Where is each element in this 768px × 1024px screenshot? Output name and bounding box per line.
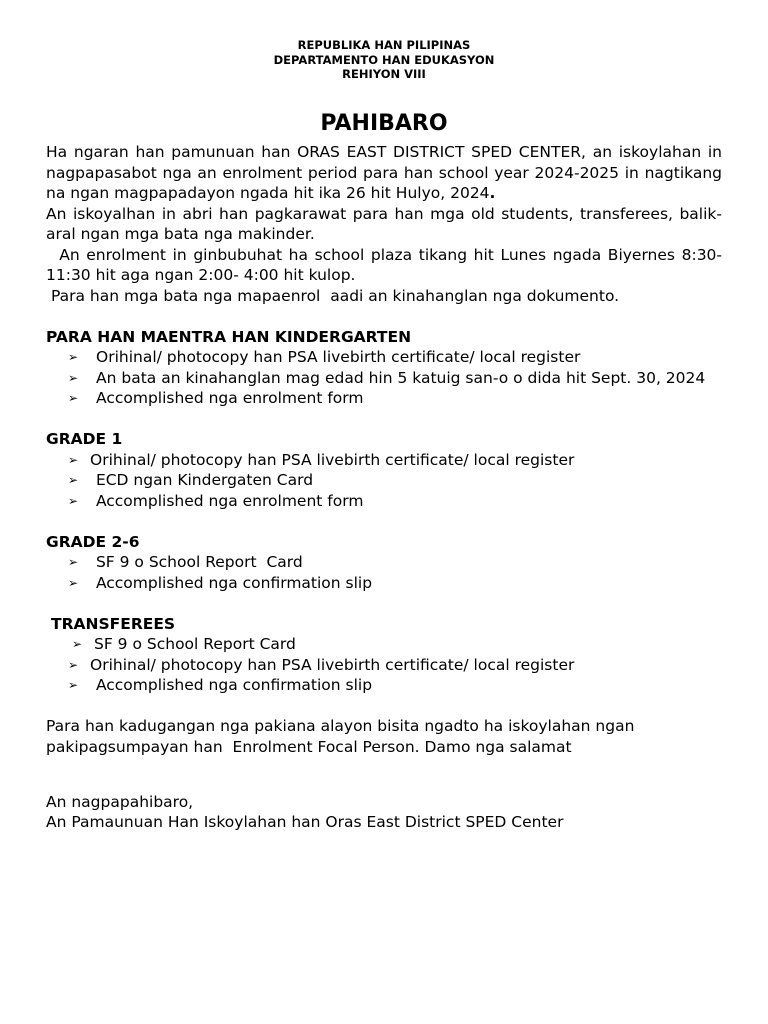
arrow-bullet-icon: ➢ [68,678,79,692]
spacer [46,778,722,792]
list-item [46,491,722,512]
closing-line-1: Para han kadugangan nga pakiana alayon bisita ngadto ha iskoylahan ngan [46,717,635,735]
list-item [46,470,722,491]
arrow-bullet-icon: ➢ [68,555,79,569]
section-heading-transferees: TRANSFEREES [51,614,176,633]
list-item-text: ECD ngan Kindergaten Card [91,471,314,489]
section-heading-grade-1: GRADE 1 [46,430,123,448]
arrow-bullet-icon: ➢ [68,391,79,405]
list-item [46,368,722,389]
list-item [46,573,722,594]
list-item [46,675,722,696]
requirements-list-grade-1 [46,450,722,512]
letterhead [0,38,768,82]
arrow-bullet-icon: ➢ [68,350,79,364]
list-item-text: Orihinal/ photocopy han PSA livebirth certificate/ local register [90,655,575,674]
arrow-bullet-icon: ➢ [68,370,79,385]
header-region: REHIYON VIII [342,67,426,81]
list-item-text: SF 9 o School Report Card [91,553,303,571]
list-item-text: Accomplished nga confirmation slip [91,676,373,694]
list-item-text: Accomplished nga enrolment form [91,491,364,510]
list-item-text: Orihinal/ photocopy han PSA livebirth certificate/ local register [90,450,575,469]
list-item [46,347,722,368]
intro-paragraph-1 [46,142,722,204]
intro-paragraph-4: Para han mga bata nga mapaenrol aadi an kinahanglan nga dokumento. [46,286,620,305]
list-item-text: Accomplished nga enrolment form [96,389,364,407]
section-heading-kindergarten: PARA HAN MAENTRA HAN KINDERGARTEN [46,327,412,346]
list-item [46,655,722,676]
list-item [46,450,722,471]
list-item [46,552,722,573]
intro-paragraph-3: An enrolment in ginbubuhat ha school plaza tikang hit Lunes ngada Biyernes 8:30- 11:30 hit aga ngan 2:00- 4:00 hit kulop. [46,245,727,284]
closing-line-2: pakipagsumpayan han Enrolment Focal Person. Damo nga salamat [46,737,572,756]
arrow-bullet-icon: ➢ [68,473,79,487]
requirements-list-kindergarten [46,347,722,409]
intro-paragraph-2: An iskoyalhan in abri han pagkarawat para han mga old students, transferees, balik-aral ngan mga bata nga makinder. [46,204,722,243]
list-item-text: Orihinal/ photocopy han PSA livebirth certificate/ local register [96,348,581,366]
list-item [46,388,722,409]
arrow-bullet-icon: ➢ [72,637,83,651]
arrow-bullet-icon: ➢ [68,452,79,467]
section-heading-grade-2-6: GRADE 2-6 [46,532,140,551]
requirements-list-transferees [46,634,722,696]
spacer [46,696,722,717]
requirements-list-grade-2-6 [46,552,722,593]
header-department: DEPARTAMENTO HAN EDUKASYON [273,52,495,67]
document-title: PAHIBARO [320,111,448,136]
spacer [46,757,722,778]
list-item-text: Accomplished nga confirmation slip [91,573,373,592]
intro-paragraph-1-text: Ha ngaran han pamunuan han ORAS EAST DISTRICT SPED CENTER, an iskoylahan in nagpapasabot nga an enrolment period para han school year 2024-2025 in nagtikang na ngan magpapadayon ngada hit ika 26 hit Hulyo, 2024 [46,143,722,202]
arrow-bullet-icon: ➢ [68,575,79,590]
list-item [46,634,722,655]
list-item-text: An bata an kinahanglan mag edad hin 5 katuig san-o o dida hit Sept. 30, 2024 [96,368,706,387]
arrow-bullet-icon: ➢ [68,657,79,672]
signoff-line-2: An Pamaunuan Han Iskoylahan han Oras East District SPED Center [46,813,564,831]
list-item-text: SF 9 o School Report Card [94,635,296,653]
header-republic: REPUBLIKA HAN PILIPINAS [297,38,471,52]
intro-paragraph-1-period: . [489,184,496,202]
arrow-bullet-icon: ➢ [68,493,79,508]
signoff-line-1: An nagpapahibaro, [46,792,194,811]
document-body [46,142,727,833]
